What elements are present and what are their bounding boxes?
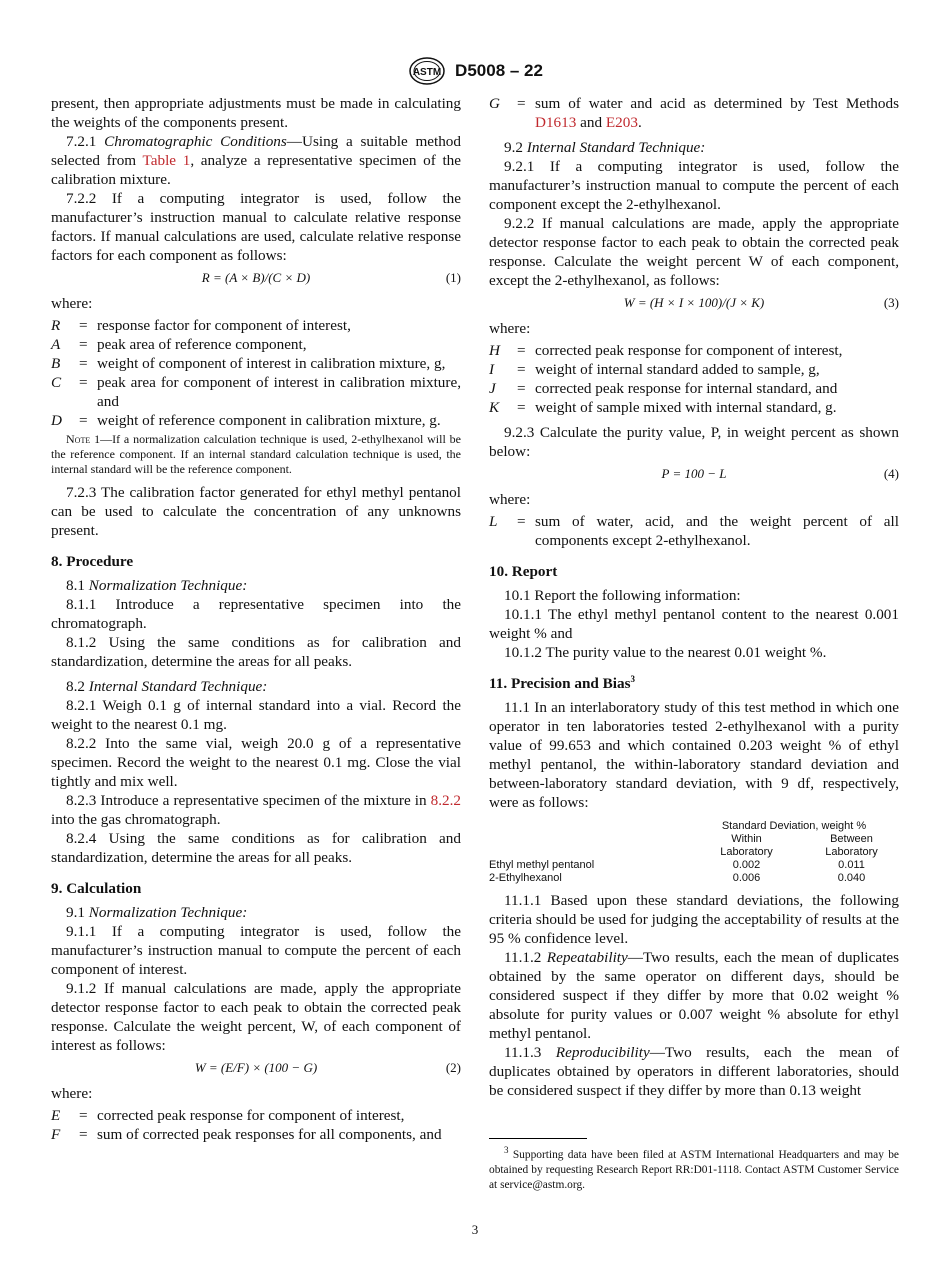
paragraph-8-2-3: 8.2.3 Introduce a representative specimen of the mixture in 8.2.2 into the gas chromatograph. [51, 792, 461, 828]
section-10-heading: 10. Report [489, 563, 558, 580]
table-row: Ethyl methyl pentanol 0.002 0.011 [489, 859, 865, 871]
astm-logo-icon [407, 56, 447, 86]
paragraph-11-1-2: 11.1.2 Repeatability—Two results, each the mean of duplicates obtained by the same operator on different days, should be considered suspect if they differ by more that 0.02 weight % absolute for purity values or 0.007 weight % absolute for ethyl methyl pentanol. [489, 949, 899, 1042]
note-1: Note 1—If a normalization calculation technique is used, 2-ethylhexanol will be the reference component. If an internal standard calculation technique is used, the internal standard will be the reference component. [51, 432, 461, 476]
equation-3: W = (H × I × 100)/(J × K) (3) [623, 295, 899, 310]
where-label: where: [51, 1085, 93, 1102]
definition-list [51, 1106, 461, 1144]
table-row: 2-Ethylhexanol 0.006 0.040 [489, 872, 866, 884]
paragraph-8-2-1: 8.2.1 Weigh 0.1 g of internal standard into a vial. Record the weight to the nearest 0.1 mg. [51, 697, 461, 733]
table-header: Between [830, 833, 873, 845]
definition: F = sum of corrected peak responses for all components, and [51, 1126, 442, 1143]
definition: I = weight of internal standard added to sample, g, [489, 361, 820, 378]
section-11-heading: 11. Precision and Bias$^3$ [489, 673, 635, 692]
definition: J = corrected peak response for internal standard, and [489, 380, 838, 397]
definition: C = peak area for component of interest in calibration mixture, and [51, 374, 461, 410]
definition: G = sum of water and acid as determined by Test Methods D1613 and E203. [489, 95, 899, 131]
d1613-link[interactable]: D1613 [535, 114, 577, 131]
paragraph-9-1-1: 9.1.1 If a computing integrator is used, follow the manufacturer’s instruction manual to compute the percent of each component of interest. [51, 923, 461, 978]
table-span-header: Standard Deviation, weight % [721, 820, 867, 832]
definition-list [489, 341, 899, 417]
paragraph-10-1-1: 10.1.1 The ethyl methyl pentanol content to the nearest 0.001 weight % and [489, 606, 899, 642]
paragraph-8-2-4: 8.2.4 Using the same conditions as for calibration and standardization, determine the areas for all peaks. [51, 830, 461, 866]
table-header: Laboratory [825, 846, 878, 858]
table-header: Laboratory [720, 846, 773, 858]
definition: H = corrected peak response for component of interest, [489, 342, 843, 359]
left-column [51, 94, 461, 1144]
paragraph-9-2: 9.2 Internal Standard Technique: [504, 139, 706, 156]
footnote-ref[interactable]: 3 [630, 673, 635, 684]
right-column [489, 94, 899, 1100]
page-header [0, 56, 950, 86]
paragraph-11-1: 11.1 In an interlaboratory study of this test method in which one operator in ten laboratories tested 2-ethylhexanol with a purity value of 99.653 and which contained 0.203 weight % of ethyl methyl pentanol, the within-laboratory standard deviation and between-laboratory standard deviation, with 9 df, respectively, were as follows: [489, 699, 899, 811]
precision-table [489, 820, 899, 885]
table-1-link[interactable]: Table 1 [142, 152, 191, 169]
where-label: where: [489, 491, 531, 508]
equation-4: P = 100 − L (4) [661, 466, 899, 481]
svg-text:ASTM: ASTM [412, 67, 442, 78]
page-number: 3 [471, 1222, 479, 1237]
definition: A = peak area of reference component, [51, 336, 307, 353]
where-label: where: [489, 320, 531, 337]
equation-1: R = (A × B)/(C × D) (1) [201, 270, 461, 285]
where-label: where: [51, 295, 93, 312]
definition: E = corrected peak response for component of interest, [51, 1107, 405, 1124]
definition: R = response factor for component of interest, [51, 317, 351, 334]
paragraph-9-2-3: 9.2.3 Calculate the purity value, P, in weight percent as shown below: [489, 424, 899, 460]
paragraph-7-2-1: 7.2.1 Chromatographic Conditions—Using a suitable method selected from Table 1, analyze a representative specimen of the calibration mixture. [51, 133, 462, 188]
paragraph-8-2-2: 8.2.2 Into the same vial, weigh 20.0 g of a representative specimen. Record the weight to the nearest 0.1 mg. Close the vial tightly and mix well. [51, 735, 461, 790]
section-8-2-2-link[interactable]: 8.2.2 [430, 792, 461, 809]
definition-list [51, 316, 461, 430]
designation: D5008 – 22 [455, 61, 543, 80]
paragraph-10-1-2: 10.1.2 The purity value to the nearest 0.01 weight %. [504, 644, 827, 661]
definition: L = sum of water, acid, and the weight percent of all components except 2-ethylhexanol. [489, 513, 899, 549]
paragraph-10-1: 10.1 Report the following information: [504, 587, 741, 604]
paragraph-9-1: 9.1 Normalization Technique: [66, 904, 248, 921]
footnote-divider [489, 1138, 587, 1139]
footnote-3: $^3$ Supporting data have been filed at ASTM International Headquarters and may be obtained by requesting Research Report RR:D01-1118. Contact ASTM Customer Service at service@astm.org. [489, 1145, 899, 1191]
paragraph: present, then appropriate adjustments must be made in calculating the weights of the components present. [51, 95, 461, 131]
paragraph-8-1: 8.1 Normalization Technique: [66, 577, 248, 594]
definition: B = weight of component of interest in calibration mixture, g, [51, 355, 446, 372]
paragraph-11-1-3: 11.1.3 Reproducibility—Two results, each the mean of duplicates obtained by operators in different laboratories, should be considered suspect if they differ by more than 0.13 weight [489, 1044, 899, 1099]
paragraph-9-2-2: 9.2.2 If manual calculations are made, apply the appropriate detector response factor to each peak to obtain the corrected peak response. Calculate the weight percent W of each component, except the 2-ethylhexanol, as follows: [489, 215, 899, 289]
paragraph-7-2-2: 7.2.2 If a computing integrator is used, follow the manufacturer’s instruction manual to calculate relative response factors. If manual calculations are used, calculate relative response factors for each component as follows: [51, 190, 461, 264]
equation-2: W = (E/F) × (100 − G) (2) [194, 1060, 461, 1075]
definition: K = weight of sample mixed with internal standard, g. [489, 399, 837, 416]
paragraph-9-2-1: 9.2.1 If a computing integrator is used, follow the manufacturer’s instruction manual to compute the percent of each component except the 2-ethylhexanol. [489, 158, 899, 213]
paragraph-11-1-1: 11.1.1 Based upon these standard deviations, the following criteria should be used for judging the acceptability of results at the 95 % confidence level. [489, 892, 899, 947]
section-8-heading: 8. Procedure [51, 553, 134, 570]
paragraph-7-2-3: 7.2.3 The calibration factor generated for ethyl methyl pentanol can be used to calculate the concentration of any unknowns present. [51, 484, 461, 539]
paragraph-9-1-2: 9.1.2 If manual calculations are made, apply the appropriate detector response factor to each peak to obtain the corrected peak response. Calculate the weight percent, W, of each component of interest as follows: [51, 980, 461, 1054]
definition: D = weight of reference component in calibration mixture, g. [51, 412, 441, 429]
e203-link[interactable]: E203 [605, 114, 638, 131]
table-header: Within [731, 833, 762, 845]
paragraph-8-1-2: 8.1.2 Using the same conditions as for calibration and standardization, determine the areas for all peaks. [51, 634, 461, 670]
paragraph-8-1-1: 8.1.1 Introduce a representative specimen into the chromatograph. [51, 596, 461, 632]
section-9-heading: 9. Calculation [51, 880, 142, 897]
paragraph-8-2: 8.2 Internal Standard Technique: [66, 678, 268, 695]
